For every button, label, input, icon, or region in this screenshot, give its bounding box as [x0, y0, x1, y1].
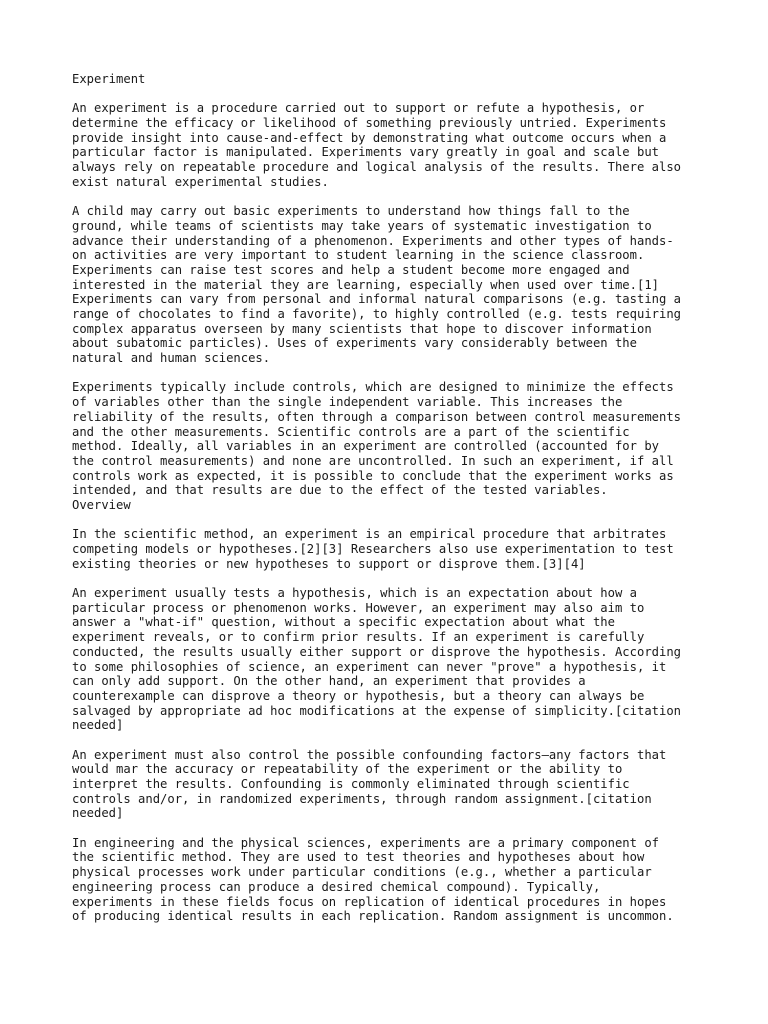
- text-line: of variables other than the single independent variable. This increases the: [72, 395, 623, 410]
- text-line: and the other measurements. Scientific controls are a part of the scientific: [72, 424, 630, 439]
- text-line: conducted, the results usually either support or disprove the hypothesis. According: [72, 644, 682, 659]
- text-line: physical processes work under particular conditions (e.g., whether a particular: [72, 865, 652, 880]
- text-line: on activities are very important to student learning in the science classroom.: [72, 248, 645, 263]
- text-line: controls and/or, in randomized experiments, through random assignment.[citation: [72, 791, 652, 806]
- text-line: range of chocolates to find a favorite), to highly controlled (e.g. tests requiring: [72, 307, 682, 321]
- text-line: of producing identical results in each replication. Random assignment is uncommon.: [72, 909, 674, 924]
- text-line: salvaged by appropriate ad hoc modifications at the expense of simplicity.[citation: [72, 703, 682, 718]
- text-line: A child may carry out basic experiments to understand how things fall to the: [72, 204, 630, 219]
- text-line: natural and human sciences.: [72, 351, 271, 366]
- text-line: reliability of the results, often through a comparison between control measurements: [72, 409, 682, 424]
- text-line: An experiment usually tests a hypothesis, which is an expectation about how a: [72, 586, 637, 601]
- text-line: exist natural experimental studies.: [72, 174, 329, 189]
- text-line: In the scientific method, an experiment is an empirical procedure that arbitrates: [72, 527, 667, 542]
- text-line: determine the efficacy or likelihood of something previously untried. Experiments: [72, 116, 667, 131]
- text-line: An experiment is a procedure carried out to support or refute a hypothesis, or: [72, 101, 645, 116]
- text-line: always rely on repeatable procedure and logical analysis of the results. There also: [72, 160, 682, 175]
- text-line: advance their understanding of a phenomenon. Experiments and other types of hands-: [72, 233, 674, 248]
- text-line: method. Ideally, all variables in an experiment are controlled (accounted for by: [72, 439, 659, 454]
- text-line: In engineering and the physical sciences, experiments are a primary component of: [72, 835, 659, 850]
- text-line: Experiments can vary from personal and informal natural comparisons (e.g. tasting a: [72, 292, 682, 307]
- text-line: particular factor is manipulated. Experiments vary greatly in goal and scale but: [72, 145, 659, 160]
- text-line: about subatomic particles). Uses of experiments vary considerably between the: [72, 336, 637, 351]
- page-title: Experiment: [72, 72, 146, 86]
- text-line: controls work as expected, it is possible to conclude that the experiment works as: [72, 468, 674, 483]
- text-line: experiment reveals, or to confirm prior results. If an experiment is carefully: [72, 630, 645, 645]
- text-line: complex apparatus overseen by many scientists that hope to discover information: [72, 321, 652, 336]
- text-line: answer a "what-if" question, without a specific expectation about what the: [72, 615, 615, 630]
- text-line: to some philosophies of science, an experiment can never "prove" a hypothesis, it: [72, 659, 667, 674]
- body-paragraph: [72, 586, 708, 733]
- body-paragraph: [72, 204, 708, 366]
- text-line: Overview: [72, 497, 131, 512]
- text-line: interpret the results. Confounding is commonly eliminated through scientific: [72, 777, 630, 791]
- text-line: particular process or phenomenon works. However, an experiment may also aim to: [72, 600, 645, 615]
- body-paragraph: [72, 748, 708, 821]
- body-paragraph: [72, 101, 708, 189]
- body-paragraph: [72, 380, 708, 512]
- body-paragraph: [72, 836, 708, 924]
- text-line: engineering process can produce a desired chemical compound). Typically,: [72, 879, 601, 894]
- text-line: needed]: [72, 718, 124, 733]
- text-line: counterexample can disprove a theory or hypothesis, but a theory can always be: [72, 688, 645, 703]
- text-line: intended, and that results are due to the effect of the tested variables.: [72, 483, 608, 498]
- text-line: the control measurements) and none are uncontrolled. In such an experiment, if all: [72, 453, 674, 468]
- text-line: experiments in these fields focus on replication of identical procedures in hopes: [72, 894, 667, 909]
- text-line: would mar the accuracy or repeatability of the experiment or the ability to: [72, 762, 623, 777]
- text-line: An experiment must also control the possible confounding factors—any factors that: [72, 747, 667, 762]
- text-line: Experiments can raise test scores and help a student become more engaged and: [72, 262, 630, 277]
- text-line: existing theories or new hypotheses to support or disprove them.[3][4]: [72, 556, 586, 571]
- body-paragraph: [72, 527, 708, 571]
- text-line: the scientific method. They are used to test theories and hypotheses about how: [72, 850, 645, 865]
- text-line: provide insight into cause-and-effect by demonstrating what outcome occurs when a: [72, 130, 667, 145]
- text-line: ground, while teams of scientists may take years of systematic investigation to: [72, 218, 652, 233]
- text-line: Experiments typically include controls, which are designed to minimize the effects: [72, 380, 674, 395]
- text-line: interested in the material they are learning, especially when used over time.[1]: [72, 277, 659, 292]
- text-line: can only add support. On the other hand, an experiment that provides a: [72, 674, 586, 689]
- document-body: [72, 101, 708, 924]
- text-line: competing models or hypotheses.[2][3] Researchers also use experimentation to test: [72, 542, 674, 556]
- text-line: needed]: [72, 806, 124, 821]
